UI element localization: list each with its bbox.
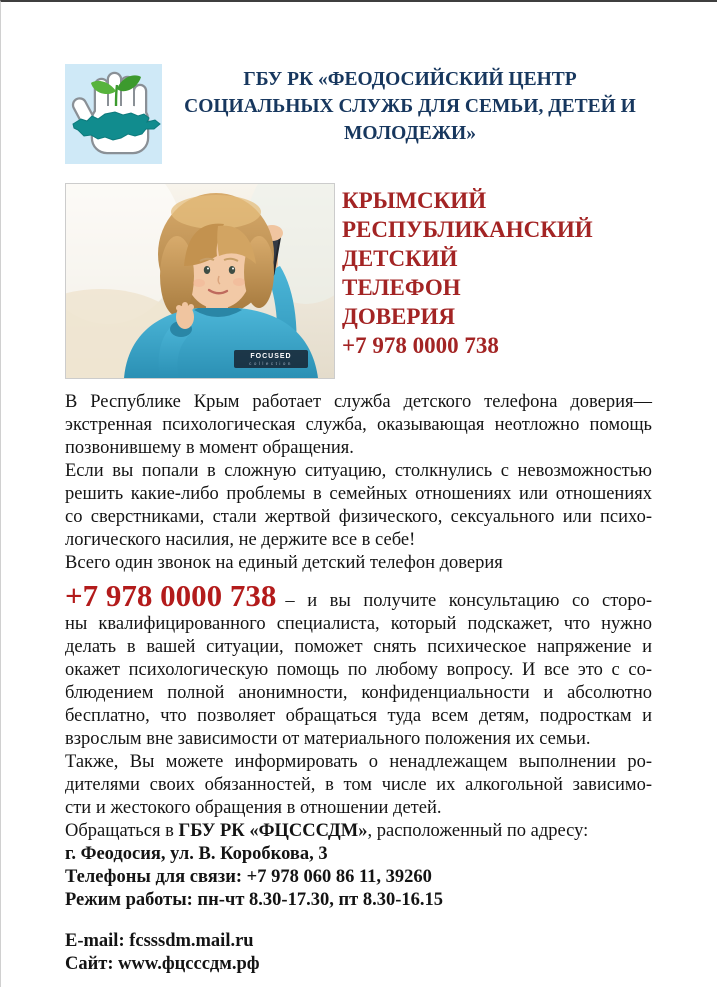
- eye-glint-left: [207, 268, 209, 270]
- org-short-name: ГБУ РК «ФЦСССДМ»: [178, 821, 368, 841]
- contact-line: Режим работы: пн-чт 8.30-17.30, пт 8.30-16.15: [65, 890, 444, 910]
- logo-graphic: [65, 64, 162, 164]
- org-title-line: МОЛОДЕЖИ»: [344, 123, 476, 144]
- hotline-number: +7 978 0000 738: [65, 578, 277, 613]
- watermark-text: FOCUSED: [250, 353, 292, 360]
- paragraph-line: блюдением полной анонимности, конфиденциальности и абсолютно: [65, 683, 652, 703]
- paragraph-intro: [65, 391, 652, 460]
- eye-right: [229, 266, 235, 274]
- paragraph-line: Всего один звонок на единый детский телефон доверия: [65, 553, 503, 573]
- paragraph-line: бесплатно, что позволяет обращаться туда всем детям, подросткам и: [65, 706, 652, 726]
- watermark-subtext: collection: [249, 361, 293, 366]
- paragraph-situation: [65, 460, 652, 552]
- paragraph-line: экстренная психологическая служба, оказывающая неотложно помощь: [65, 415, 652, 435]
- hotline-row: [65, 579, 652, 613]
- address-intro: [65, 820, 652, 843]
- paragraph-line: логического насилия, не держите все в себе!: [65, 530, 416, 550]
- finger-3: [188, 304, 194, 310]
- photo-illustration: [66, 184, 334, 378]
- contact-line: Телефоны для связи: +7 978 060 86 11, 39260: [65, 867, 432, 887]
- girl-photo: [65, 183, 335, 379]
- hotline-title-line: КРЫМСКИЙ: [342, 188, 487, 213]
- cheek-right: [233, 278, 245, 286]
- paragraph-line: ны квалифицированного специалиста, который подскажет, что нужно: [65, 614, 652, 634]
- cheek-left: [193, 279, 205, 287]
- paragraph-hotline: [65, 613, 652, 751]
- hotline-first-line: – и вы получите консультацию со сторо-: [285, 591, 652, 611]
- paragraph-line: Если вы попали в сложную ситуацию, столкнулись с невозможностью: [65, 461, 652, 481]
- hotline-title-line: +7 978 0000 738: [342, 333, 499, 358]
- org-logo: [65, 64, 162, 164]
- footer-contacts: [65, 930, 652, 976]
- org-title-line: ГБУ РК «ФЕОДОСИЙСКИЙ ЦЕНТР: [243, 69, 577, 90]
- paragraph-line: позвонившему в момент обращения.: [65, 438, 354, 458]
- address-intro-prefix: Обращаться в: [65, 821, 179, 841]
- paragraph-line: окажет психологическую помощь по любому вопросу. И все это с со-: [65, 660, 652, 680]
- hotline-title-line: ТЕЛЕФОН: [342, 275, 461, 300]
- finger-2: [182, 302, 188, 308]
- eye-glint-right: [232, 268, 234, 270]
- paragraph-report: [65, 751, 652, 820]
- finger-1: [176, 305, 182, 311]
- org-title: [159, 66, 661, 147]
- eye-left: [204, 266, 210, 274]
- paragraph-line: дителями своих обязанностей, в том числе их алкогольной зависимо-: [65, 775, 652, 795]
- paragraph-line: делать в вашей ситуации, поможет снять психическое напряжение и: [65, 637, 652, 657]
- hotline-title-line: ДЕТСКИЙ: [342, 246, 458, 271]
- footer-contact-line: E-mail: fcsssdm.mail.ru: [65, 931, 254, 951]
- hotline-title: [342, 186, 662, 360]
- address-intro-suffix: , расположенный по адресу:: [367, 821, 589, 841]
- paragraph-one-call: [65, 552, 652, 575]
- body-text: [65, 391, 652, 976]
- contact-bold-lines: [65, 843, 652, 912]
- paragraph-line: решить какие-либо проблемы в семейных отношениях или отношениях: [65, 484, 652, 504]
- stock-watermark: [234, 350, 308, 368]
- paragraph-line: взрослым вне зависимости от материального положения их семьи.: [65, 729, 591, 749]
- paragraph-line: В Республике Крым работает служба детского телефона доверия—: [65, 392, 652, 412]
- hotline-title-line: РЕСПУБЛИКАНСКИЙ: [342, 217, 593, 242]
- contact-line: г. Феодосия, ул. В. Коробкова, 3: [65, 844, 328, 864]
- paragraph-line: со сверстниками, стали жертвой физического, сексуального или психо-: [65, 507, 652, 527]
- footer-contact-line: Сайт: www.фцсссдм.рф: [65, 954, 260, 974]
- hotline-title-line: ДОВЕРИЯ: [342, 304, 455, 329]
- org-title-line: СОЦИАЛЬНЫХ СЛУЖБ ДЛЯ СЕМЬИ, ДЕТЕЙ И: [184, 96, 636, 117]
- paragraph-line: сти и жестокого обращения в отношении детей.: [65, 798, 442, 818]
- paragraph-line: Также, Вы можете информировать о ненадлежащем выполнении ро-: [65, 752, 652, 772]
